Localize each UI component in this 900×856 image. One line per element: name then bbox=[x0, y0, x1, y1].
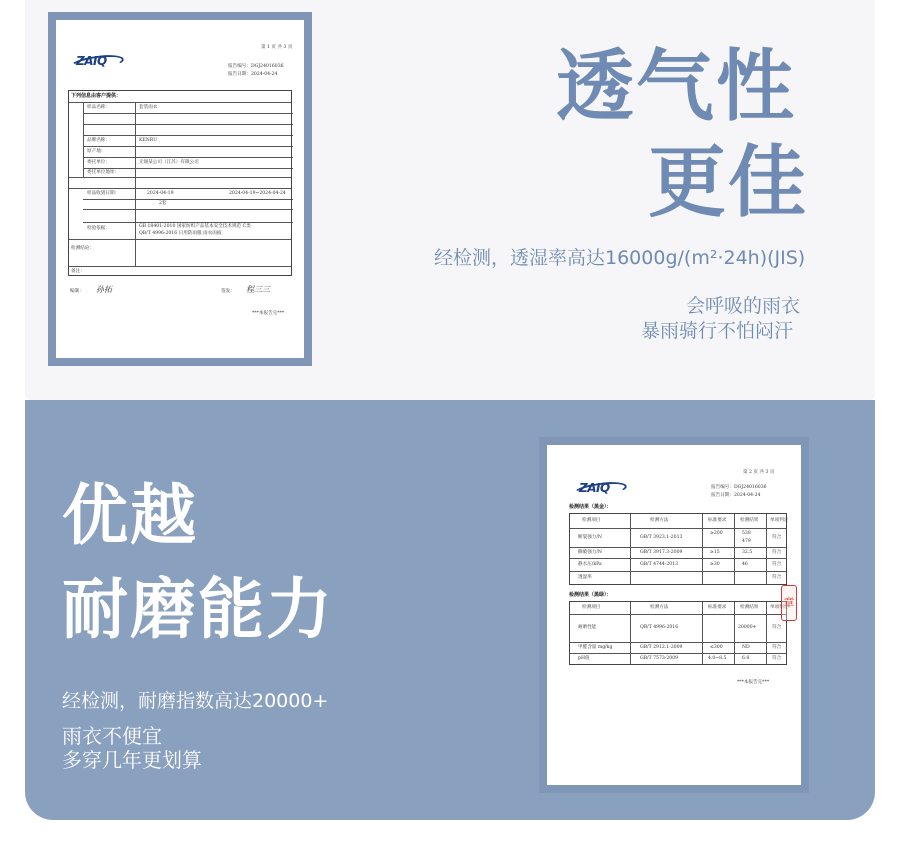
report-date: 报告日期：2024-04-24 bbox=[228, 72, 278, 77]
row-method: GB/T 3917.3-2009 bbox=[640, 550, 683, 555]
row-result: 32.5 bbox=[742, 550, 753, 555]
value-sample-name: 套装雨衣 bbox=[139, 105, 158, 110]
value-received-date: 2024-04-19 bbox=[147, 191, 174, 196]
col-method: 检测方法 bbox=[650, 605, 669, 610]
row-result: 538 bbox=[742, 531, 751, 536]
results-table-blue bbox=[569, 601, 787, 665]
report-paper bbox=[56, 20, 304, 358]
row-method: GB/T 2912.1-2009 bbox=[640, 645, 683, 650]
row-method: QB/T 4996-2016 bbox=[640, 625, 679, 630]
value-quantity: 2套 bbox=[159, 201, 167, 206]
page-number: 第 1 页 共 3 页 bbox=[261, 45, 293, 50]
zaiq-logo: ZAIQ bbox=[76, 54, 107, 68]
label-client: 委托单位： bbox=[87, 160, 110, 165]
abrasion-test-result: 经检测，耐磨指数高达20000+ bbox=[62, 690, 329, 712]
row-judge: 符合 bbox=[772, 575, 782, 580]
red-seal-stamp: 章 bbox=[781, 585, 797, 621]
row-standard: ≤300 bbox=[710, 645, 723, 650]
breathability-tagline-2: 暴雨骑行不怕闷汗 bbox=[641, 320, 794, 342]
signer-signature: 孙拓 bbox=[96, 285, 112, 294]
results-table-black bbox=[569, 513, 787, 585]
value-standard: QB/T 4996-2016 日用防雨服 雨衣雨披 bbox=[139, 231, 222, 236]
row-item: 耐磨性能 bbox=[578, 625, 597, 630]
results-black-title: 检测结果（黑金）： bbox=[569, 504, 612, 510]
info-table bbox=[68, 90, 292, 276]
headline-breathability-line1: 透气性 bbox=[556, 42, 797, 132]
row-judge: 符合 bbox=[772, 550, 782, 555]
label-origin: 原产地： bbox=[87, 149, 106, 154]
headline-abrasion-line2: 耐磨能力 bbox=[62, 571, 334, 648]
value-basis: GB 18401-2010 国家纺织产品基本安全技术规范 C类 bbox=[139, 224, 251, 229]
label-signer: 编制： bbox=[70, 289, 84, 294]
info-section-title: 下列信息由客户提供： bbox=[71, 93, 122, 99]
page-number: 第 2 页 共 3 页 bbox=[743, 470, 775, 475]
breathability-test-result: 经检测，透湿率高达16000g/(m²·24h)(JIS) bbox=[434, 247, 806, 269]
row-method: GB/T 3923.1-2013 bbox=[640, 535, 683, 540]
col-judge: 单项判定 bbox=[770, 518, 789, 523]
label-remark: 备注： bbox=[71, 269, 85, 274]
col-standard: 标准要求 bbox=[708, 605, 727, 610]
col-judge: 单项判定 bbox=[770, 605, 789, 610]
label-reviewer: 签发： bbox=[221, 289, 235, 294]
row-item: 断裂强力/N bbox=[578, 535, 602, 540]
row-result: 46 bbox=[742, 562, 748, 567]
row-result: 6.8 bbox=[742, 656, 750, 661]
row-result: ND bbox=[742, 645, 750, 650]
row-method: GB/T 7573-2009 bbox=[640, 656, 679, 661]
row-item: 撕破强力/N bbox=[578, 550, 602, 555]
col-standard: 标准要求 bbox=[708, 518, 727, 523]
abrasion-tagline-1: 雨衣不便宜 bbox=[62, 724, 162, 748]
row-judge: 符合 bbox=[772, 625, 782, 630]
row-item: 静水压/kPa bbox=[578, 562, 602, 567]
label-received-date: 样品收到日期： bbox=[87, 191, 120, 196]
label-address: 委托单位地址： bbox=[87, 170, 120, 175]
col-item: 检测项目 bbox=[582, 605, 601, 610]
row-judge: 符合 bbox=[772, 645, 782, 650]
row-result: 479 bbox=[742, 539, 751, 544]
row-standard: 4.0~8.5 bbox=[708, 656, 727, 661]
col-method: 检测方法 bbox=[650, 518, 669, 523]
report-number: 报告编号：DGJ24016036 bbox=[711, 485, 767, 490]
abrasion-tagline-2: 多穿几年更划算 bbox=[62, 748, 202, 772]
headline-abrasion-line1: 优越 bbox=[62, 477, 198, 554]
col-result: 检测结果 bbox=[740, 605, 759, 610]
end-of-report: ***本报告完*** bbox=[737, 680, 770, 685]
row-method: GB/T 4744-2013 bbox=[640, 562, 679, 567]
report-date: 报告日期：2024-04-24 bbox=[711, 493, 761, 498]
results-blue-title: 检测结果（黑绿）： bbox=[569, 592, 612, 598]
zaiq-logo: ZAIQ bbox=[579, 481, 610, 495]
breathability-tagline-1: 会呼吸的雨衣 bbox=[686, 295, 801, 317]
row-item: 透湿率 bbox=[578, 575, 592, 580]
row-judge: 符合 bbox=[772, 656, 782, 661]
row-item: pH值 bbox=[578, 656, 590, 661]
row-standard: ≥30 bbox=[710, 562, 720, 567]
end-of-report: ***本报告完*** bbox=[252, 311, 285, 316]
value-client: 无锡某公司（江苏）有限公司 bbox=[139, 160, 199, 165]
label-conclusion: 检测结论： bbox=[71, 246, 94, 251]
row-judge: 符合 bbox=[772, 562, 782, 567]
row-judge: 符合 bbox=[772, 535, 782, 540]
value-brand: KENRU bbox=[139, 138, 158, 143]
row-item: 甲醛含量 mg/kg bbox=[578, 645, 613, 650]
row-standard: ≥15 bbox=[710, 550, 720, 555]
report-number: 报告编号：DGJ24016036 bbox=[228, 64, 284, 69]
report-paper bbox=[547, 445, 801, 785]
col-result: 检测结果 bbox=[740, 518, 759, 523]
col-item: 检测项目 bbox=[582, 518, 601, 523]
test-report-image-2 bbox=[539, 437, 809, 793]
row-standard: ≥200 bbox=[710, 531, 723, 536]
row-result: 20000+ bbox=[738, 625, 757, 630]
label-basis: 检验依据： bbox=[87, 226, 110, 231]
value-test-date: 2024-04-19~2024-04-24 bbox=[229, 191, 286, 196]
headline-breathability-line2: 更佳 bbox=[648, 138, 809, 228]
reviewer-signature: 程三三 bbox=[246, 285, 270, 294]
label-brand: 品牌名称： bbox=[87, 138, 110, 143]
label-sample-name: 样品名称： bbox=[87, 105, 110, 110]
test-report-image-1 bbox=[48, 12, 312, 366]
